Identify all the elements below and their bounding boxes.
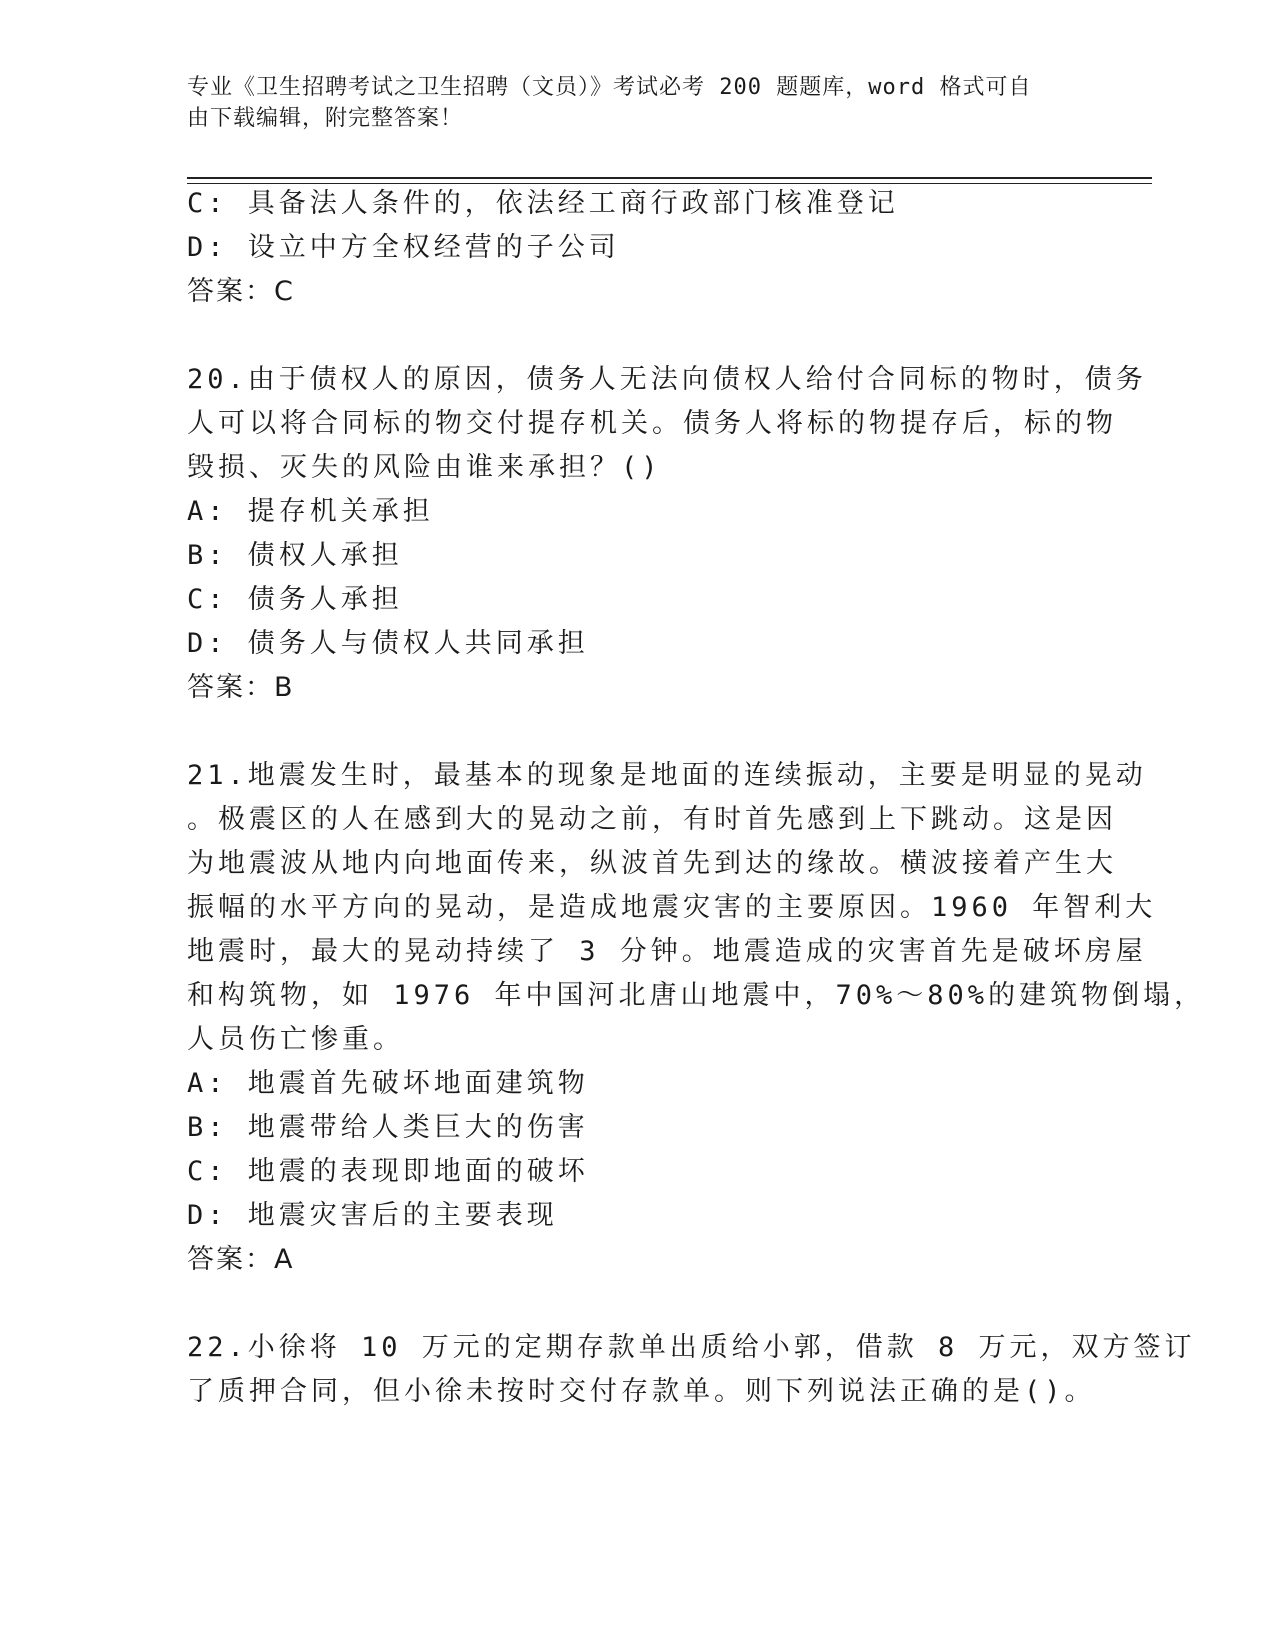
q20-stem-line-3: 毁损、灭失的风险由谁来承担？() [187, 452, 662, 483]
q20-stem-line-2: 人可以将合同标的物交付提存机关。债务人将标的物提存后，标的物 [187, 408, 1117, 439]
header-divider-thin [187, 183, 1152, 184]
prev-option-c: C: 具备法人条件的，依法经工商行政部门核准登记 [187, 188, 899, 219]
q21-answer: 答案：A [187, 1244, 295, 1275]
q22-stem-line-1: 22.小徐将 10 万元的定期存款单出质给小郭，借款 8 万元，双方签订 [187, 1332, 1196, 1363]
prev-option-d: D: 设立中方全权经营的子公司 [187, 232, 620, 263]
q22-stem-line-2: 了质押合同，但小徐未按时交付存款单。则下列说法正确的是()。 [187, 1376, 1096, 1407]
q21-option-a: A: 地震首先破坏地面建筑物 [187, 1068, 589, 1099]
q21-option-b: B: 地震带给人类巨大的伤害 [187, 1112, 589, 1143]
q20-option-c: C: 债务人承担 [187, 584, 403, 615]
header-line-1: 专业《卫生招聘考试之卫生招聘（文员）》考试必考 200 题题库，word 格式可自 [187, 75, 1032, 100]
q20-stem-line-1: 20.由于债权人的原因，债务人无法向债权人给付合同标的物时，债务 [187, 364, 1147, 395]
document-header [187, 72, 1067, 134]
q21-stem-line-2: 。极震区的人在感到大的晃动之前，有时首先感到上下跳动。这是因 [187, 804, 1117, 835]
q21-option-c: C: 地震的表现即地面的破坏 [187, 1156, 589, 1187]
q21-option-d: D: 地震灾害后的主要表现 [187, 1200, 558, 1231]
prev-answer: 答案：C [187, 276, 295, 307]
q20-option-d: D: 债务人与债权人共同承担 [187, 628, 589, 659]
q21-stem-line-5: 地震时，最大的晃动持续了 3 分钟。地震造成的灾害首先是破坏房屋 [187, 936, 1147, 967]
header-line-2: 由下载编辑，附完整答案！ [187, 106, 464, 131]
q20-answer: 答案：B [187, 672, 295, 703]
q21-stem-line-1: 21.地震发生时，最基本的现象是地面的连续振动，主要是明显的晃动 [187, 760, 1147, 791]
q20-option-b: B: 债权人承担 [187, 540, 403, 571]
q21-stem-line-7: 人员伤亡惨重。 [187, 1024, 404, 1055]
q21-stem-line-3: 为地震波从地内向地面传来，纵波首先到达的缘故。横波接着产生大 [187, 848, 1117, 879]
header-divider-thick [187, 177, 1152, 179]
q21-stem-line-4: 振幅的水平方向的晃动，是造成地震灾害的主要原因。1960 年智利大 [187, 892, 1157, 923]
q21-stem-line-6: 和构筑物，如 1976 年中国河北唐山地震中，70%～80%的建筑物倒塌， [187, 980, 1206, 1011]
q20-option-a: A: 提存机关承担 [187, 496, 434, 527]
